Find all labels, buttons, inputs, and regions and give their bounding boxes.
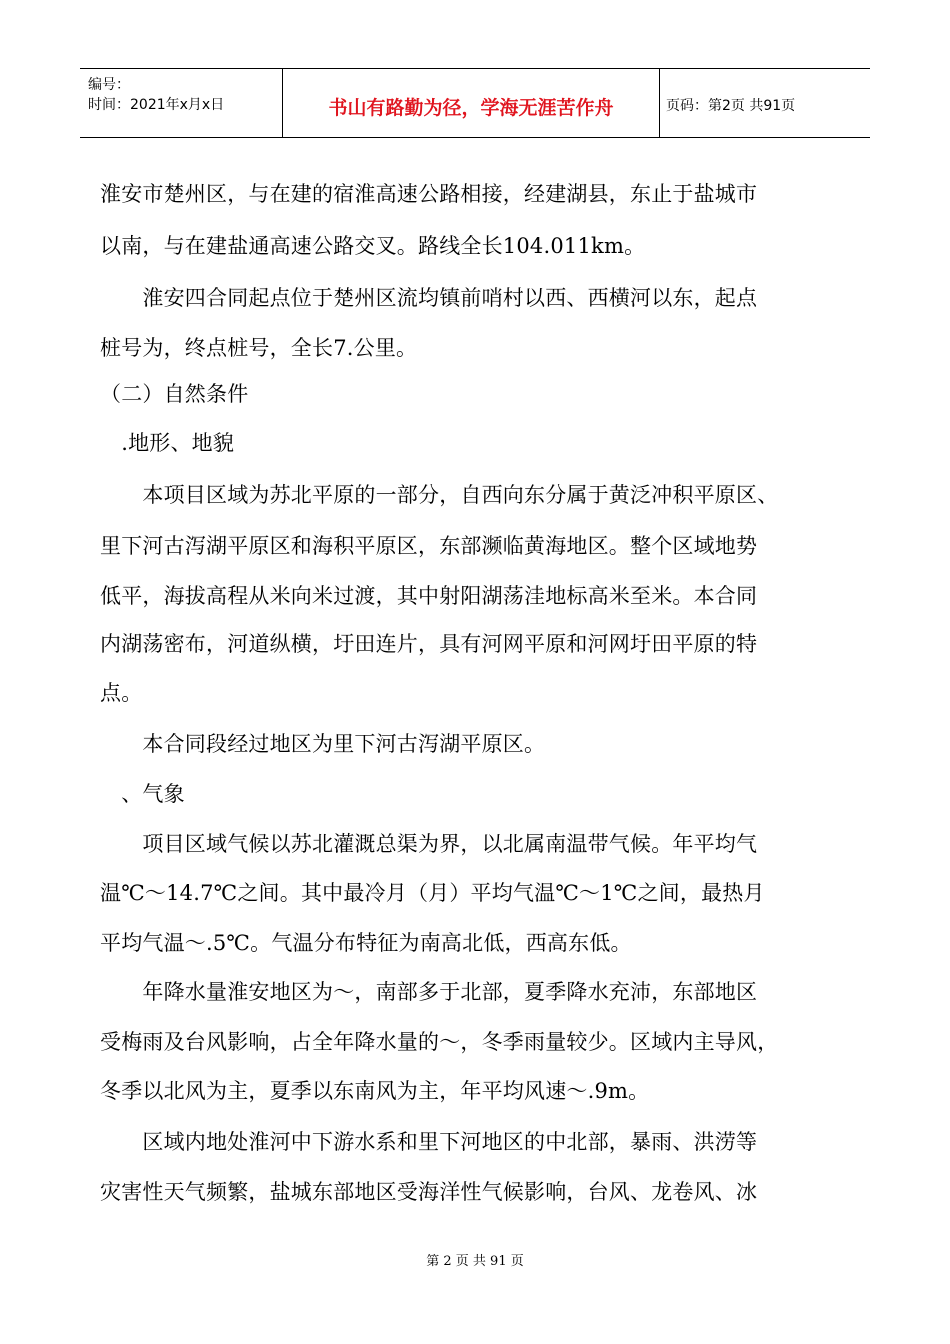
body-line: 里下河古泻湖平原区和海积平原区，东部濒临黄海地区。整个区域地势 (100, 534, 758, 558)
body-line: 受梅雨及台风影响，占全年降水量的～，冬季雨量较少。区域内主导风， (100, 1030, 779, 1054)
body-line: 以南，与在建盐通高速公路交叉。路线全长104.011km。 (100, 234, 646, 258)
body-line: 灾害性天气频繁，盐城东部地区受海洋性气候影响，台风、龙卷风、冰 (100, 1180, 758, 1204)
body-line: 年降水量淮安地区为～，南部多于北部，夏季降水充沛，东部地区 (100, 980, 758, 1004)
doc-time-label: 时间：2021年x月x日 (88, 97, 225, 113)
body-line: 温℃～14.7℃之间。其中最冷月（月）平均气温℃～1℃之间，最热月 (100, 881, 765, 905)
body-line: 淮安市楚州区，与在建的宿淮高速公路相接，经建湖县，东止于盐城市 (100, 182, 758, 206)
header-motto: 书山有路勤为径，学海无涯苦作舟 (328, 97, 614, 119)
header-page-info: 页码：第2页 共91页 (666, 98, 796, 114)
body-line: 内湖荡密布，河道纵横，圩田连片，具有河网平原和河网圩田平原的特 (100, 632, 758, 656)
page-header (80, 68, 870, 138)
body-line: 本项目区域为苏北平原的一部分，自西向东分属于黄泛冲积平原区、 (100, 483, 779, 507)
page-footer: 第 2 页 共 91 页 (426, 1254, 524, 1269)
body-line: 区域内地处淮河中下游水系和里下河地区的中北部，暴雨、洪涝等 (100, 1130, 758, 1154)
subsection-heading: .地形、地貌 (100, 431, 235, 455)
body-line: 点。 (100, 681, 143, 705)
header-meta-cell (80, 69, 283, 137)
body-line: 淮安四合同起点位于楚州区流均镇前哨村以西、西横河以东，起点 (100, 286, 758, 310)
section-heading: （二）自然条件 (100, 382, 249, 406)
doc-number-label: 编号： (88, 77, 130, 93)
subsection-heading: 、气象 (100, 782, 185, 806)
header-page-cell (660, 69, 870, 137)
body-line: 冬季以北风为主，夏季以东南风为主，年平均风速～.9m。 (100, 1079, 650, 1103)
body-line: 低平，海拔高程从米向米过渡，其中射阳湖荡洼地标高米至米。本合同 (100, 584, 758, 608)
body-line: 本合同段经过地区为里下河古泻湖平原区。 (100, 732, 546, 756)
body-line: 桩号为，终点桩号，全长7.公里。 (100, 336, 418, 360)
header-motto-cell (283, 69, 660, 137)
body-line: 项目区域气候以苏北灌溉总渠为界，以北属南温带气候。年平均气 (100, 832, 758, 856)
body-line: 平均气温～.5℃。气温分布特征为南高北低，西高东低。 (100, 931, 632, 955)
